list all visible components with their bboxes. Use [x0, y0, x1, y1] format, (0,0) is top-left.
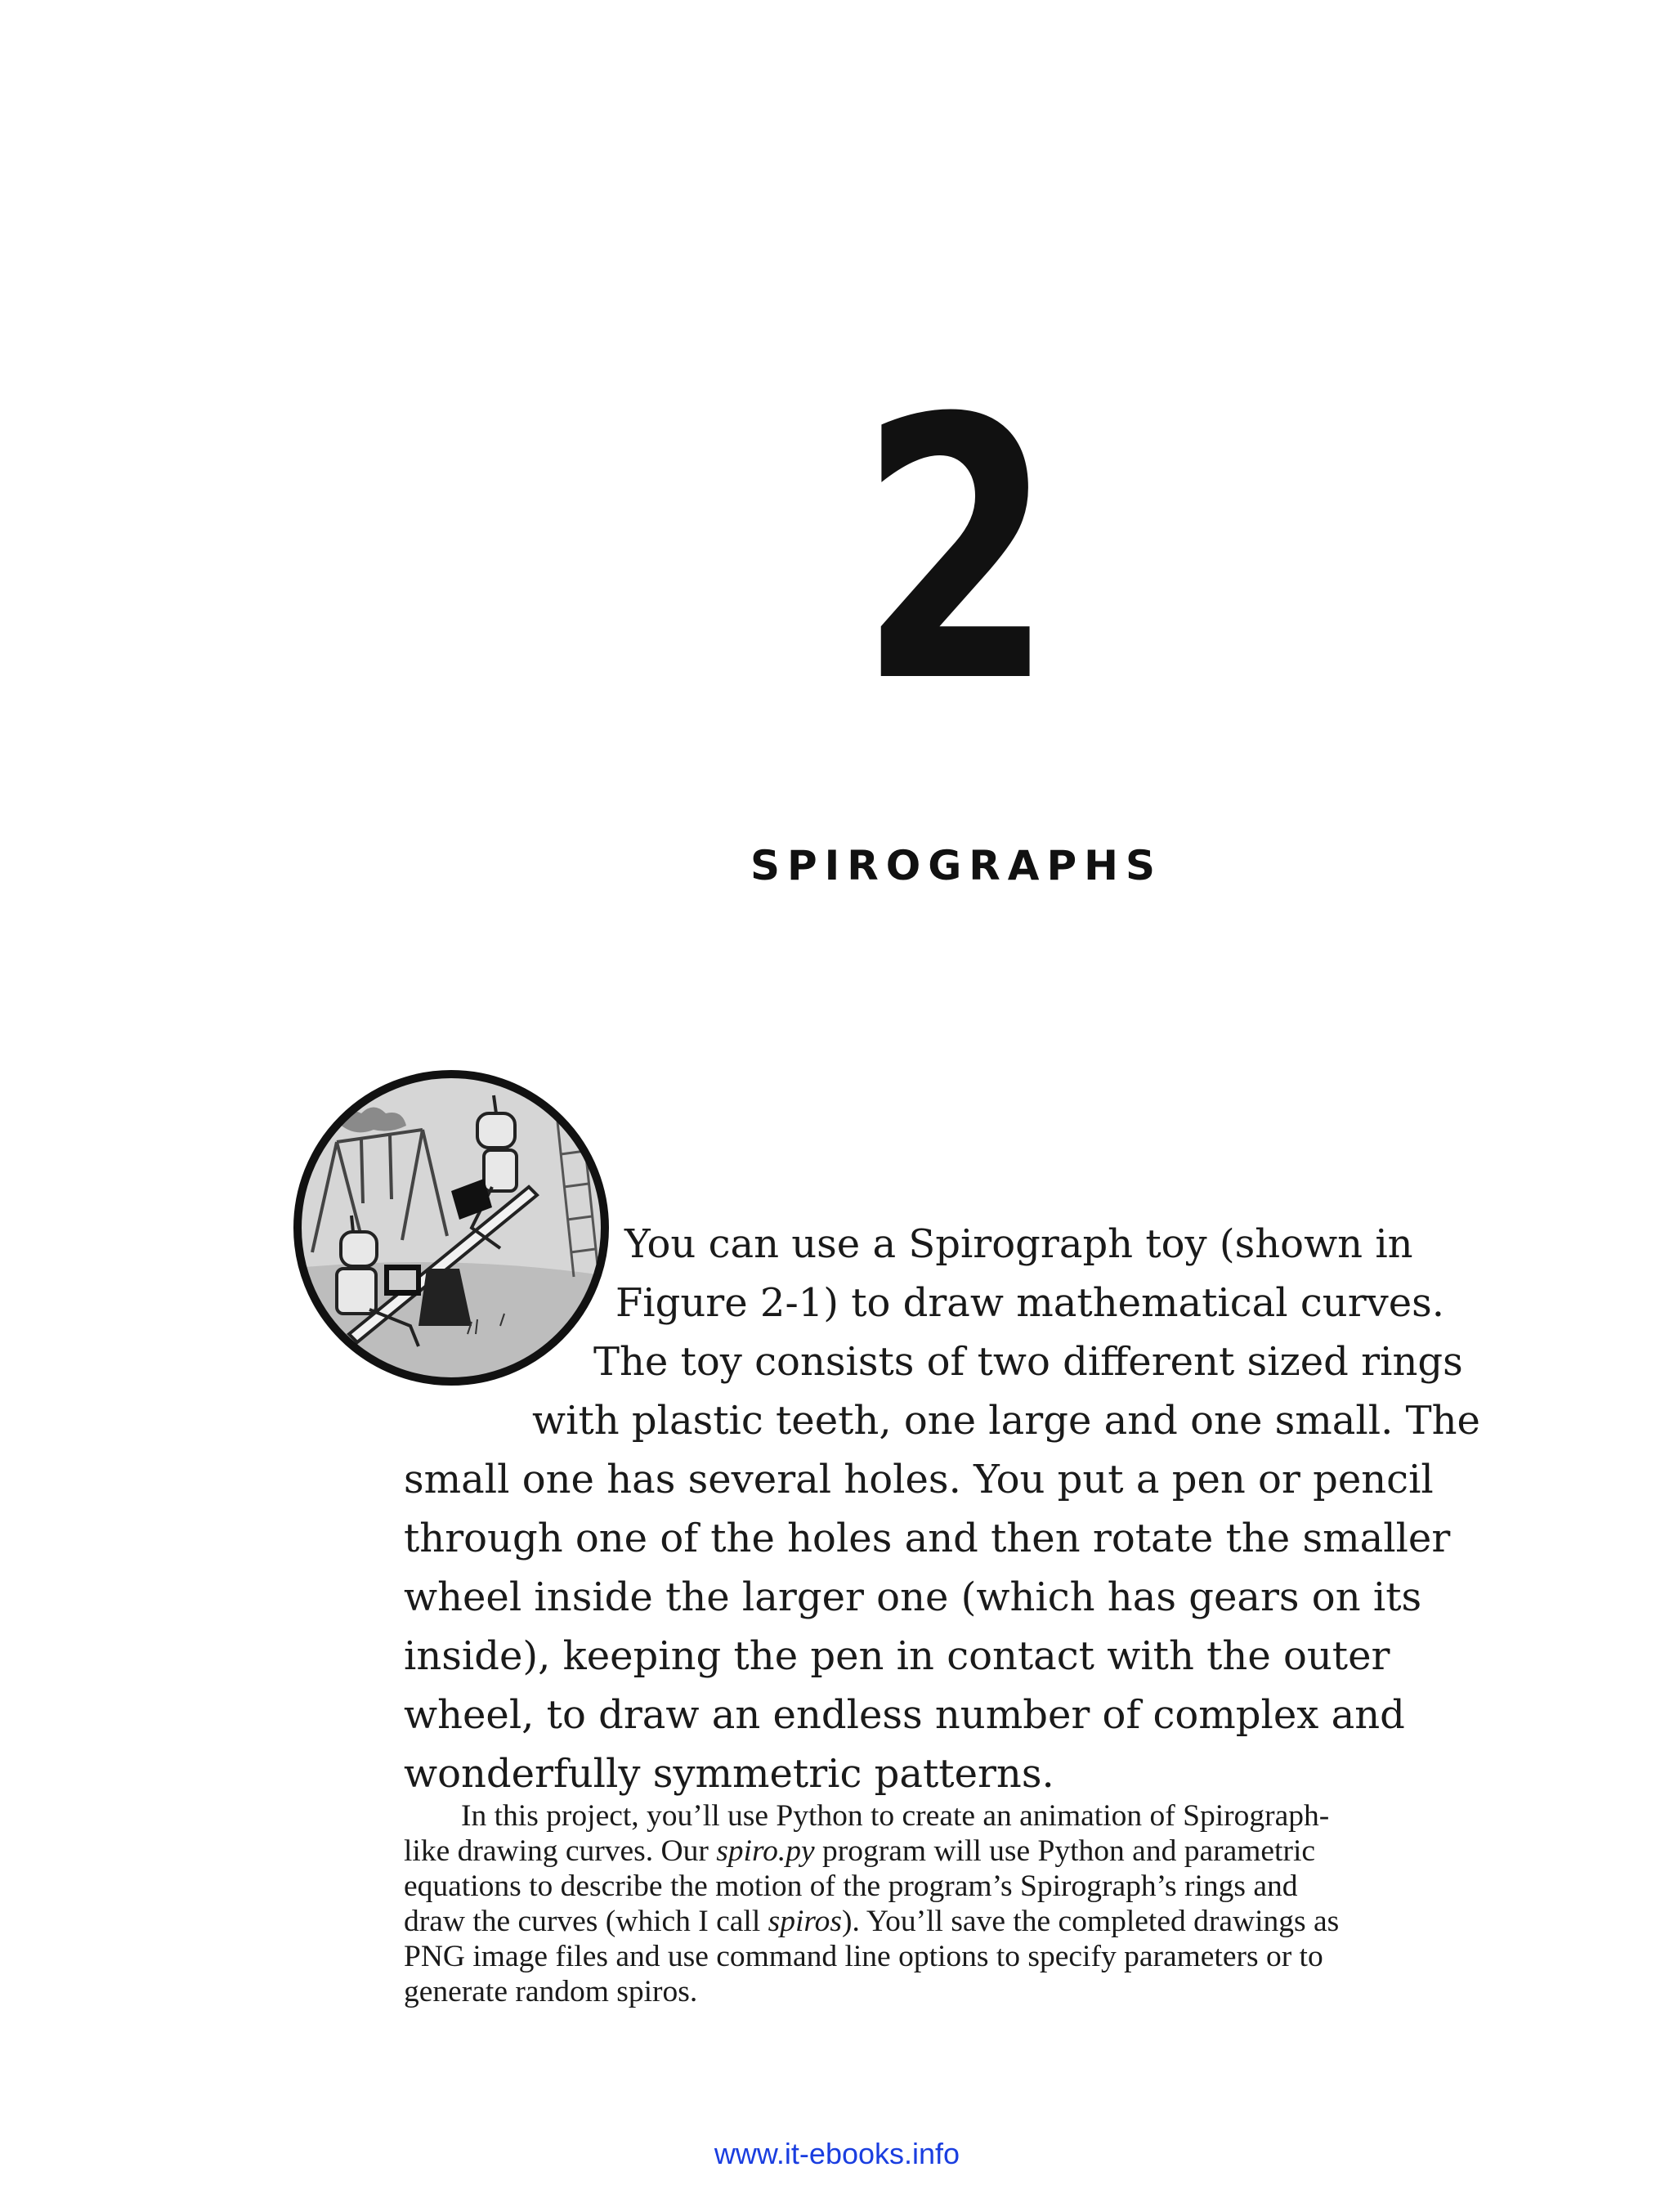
footer-website-link[interactable]: www.it-ebooks.info: [714, 2137, 960, 2170]
body-line-2-pre: like drawing curves. Our: [404, 1834, 717, 1868]
chapter-number: 2: [858, 343, 1054, 761]
body-line-2: [404, 1834, 1491, 1869]
body-line-4-pre: draw the curves (which I call: [404, 1905, 768, 1938]
lead-line-5: small one has several holes. You put a pen or pencil: [404, 1457, 1434, 1502]
body-line-1: In this project, you’ll use Python to create an animation of Spirograph-: [461, 1799, 1330, 1833]
lead-line-10: wonderfully symmetric patterns.: [404, 1751, 1054, 1797]
chapter-title: SPIROGRAPHS: [750, 842, 1162, 889]
body-line-4-post: ). You’ll save the completed drawings as: [841, 1905, 1340, 1938]
lead-line-6: through one of the holes and then rotate the smaller: [404, 1516, 1451, 1561]
body-line-5: PNG image files and use command line options to specify parameters or to: [404, 1940, 1323, 1973]
filename-spiro-py: spiro.py: [716, 1834, 815, 1868]
lead-line-3: The toy consists of two different sized rings: [593, 1339, 1463, 1385]
lead-line-9: wheel, to draw an endless number of complex and: [404, 1692, 1405, 1738]
lead-line-4: with plastic teeth, one large and one small. The: [532, 1398, 1480, 1444]
lead-line-7: wheel inside the larger one (which has gears on its: [404, 1574, 1422, 1620]
lead-line-1: You can use a Spirograph toy (shown in: [624, 1221, 1413, 1267]
body-line-6: generate random spiros.: [404, 1975, 698, 2008]
lead-line-2: Figure 2-1) to draw mathematical curves.: [615, 1280, 1445, 1326]
chapter-illustration: [288, 1064, 615, 1391]
body-line-4: [404, 1904, 1491, 1939]
body-paragraph: [404, 1798, 1491, 2009]
body-line-2-post: program will use Python and parametric: [814, 1834, 1316, 1868]
lead-line-8: inside), keeping the pen in contact with the outer: [404, 1633, 1390, 1679]
body-line-3: equations to describe the motion of the program’s Spirograph’s rings and: [404, 1869, 1298, 1903]
term-spiros: spiros: [768, 1905, 842, 1938]
